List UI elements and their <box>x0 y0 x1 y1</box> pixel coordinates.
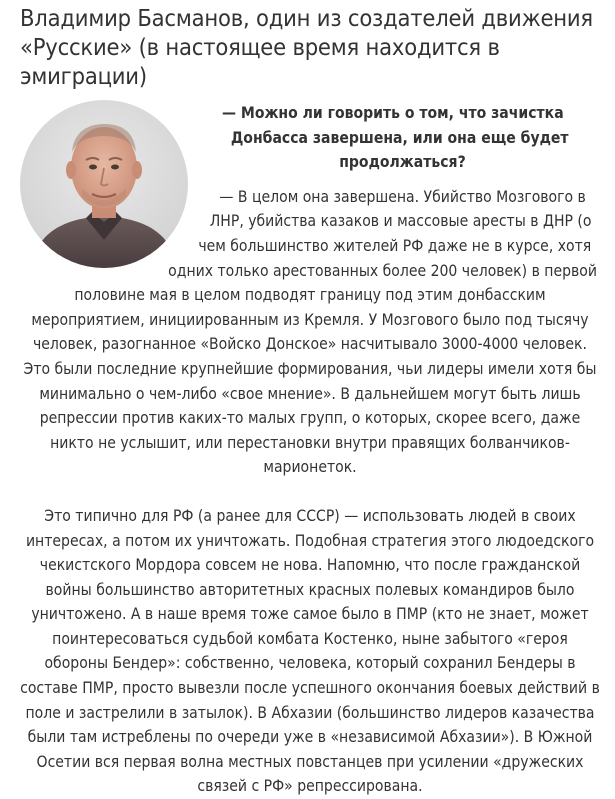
author-portrait <box>20 100 188 268</box>
interview-question: — Можно ли говорить о том, что зачистка Донбасса завершена, или она еще будет продолжаться? <box>221 104 569 172</box>
article-title: Владимир Басманов, один из создателей движения «Русские» (в настоящее время находится в эмиграции) <box>20 4 593 90</box>
article <box>20 4 600 799</box>
article-body <box>20 91 600 799</box>
answer-paragraph: Это типично для РФ (а ранее для СССР) — использовать людей в своих интересах, а потом их уничтожать. Подобная стратегия этого людоедского чекистского Мордора совсем не нова. Напомню, что после гражданской войны большинство авторитетных красных полевых командиров было уничтожено. А в наше время тоже самое было в ПМР (кто не знает, может поинтересоваться судьбой комбата Костенко, ныне забытого «героя обороны Бендер»: собственно, человека, который сохранил Бендеры в составе ПМР, просто вывезли после успешного окончания боевых действий в поле и застрелили в затылок). В Абхазии (большинство лидеров казачества были там истреблены по очереди уже в «независимой Абхазии»). В Южной Осетии вся первая волна местных повстанцев при усилении «дружеских связей с РФ» репрессирована. <box>20 506 600 796</box>
answer-paragraph: — В целом она завершена. Убийство Мозгового в ЛНР, убийства казаков и массовые аресты в ДНР (о чем большинство жителей РФ даже не в курсе, хотя одних только арестованных более 200 человек) в первой половине мая в целом подводят границу под этим донбасским мероприятием, инициированным из Кремля. У Мозгового было под тысячу человек, разогнанное «Войско Донское» насчитывало 3000-4000 человек. Это были последние крупнейшие формирования, чьи лидеры имели хотя бы минимально о чем-либо «свое мнение». В дальнейшем могут быть лишь репрессии против каких-то малых групп, о которых, скорее всего, даже никто не услышит, или перестановки внутри правящих болванчиков-марионеток. <box>23 187 597 477</box>
portrait-image <box>20 100 188 268</box>
